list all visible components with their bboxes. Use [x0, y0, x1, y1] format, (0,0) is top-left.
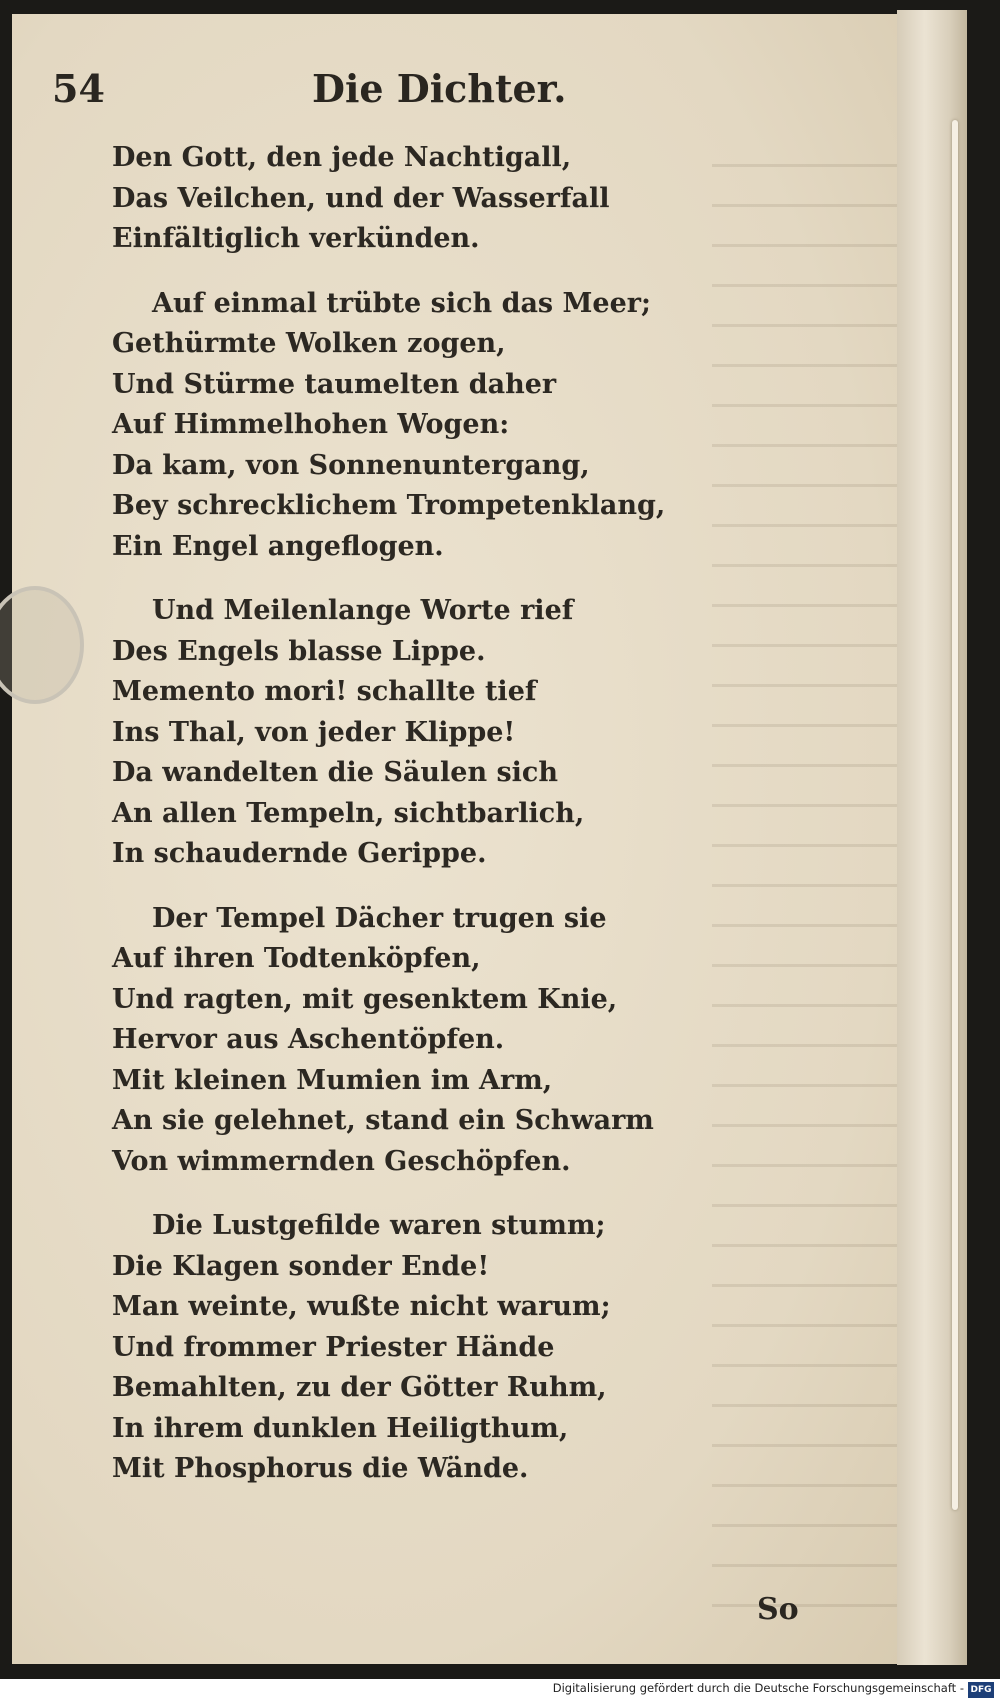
poem-line: Den Gott, den jede Nachtigall, [112, 142, 572, 173]
poem-line: Und Meilenlange Worte rief [152, 595, 574, 626]
poem-line: Des Engels blasse Lippe. [112, 635, 486, 667]
poem-line: An sie gelehnet, stand ein Schwarm [112, 1105, 654, 1136]
digitization-credit: Digitalisierung gefördert durch die Deutsche Forschungsgemeinschaft - [552, 1681, 964, 1695]
poem-line: Hervor aus Aschentöpfen. [112, 1024, 505, 1055]
poem-line: Man weinte, wußte nicht warum; [112, 1291, 611, 1322]
poem-line: Die Lustgefilde waren stumm; [152, 1210, 606, 1241]
poem [112, 138, 672, 1514]
poem-line: Und Stürme taumelten daher [112, 368, 557, 400]
catchword: So [757, 1592, 799, 1627]
poem-line: Memento mori! schallte tief [112, 676, 537, 707]
poem-line: Das Veilchen, und der Wasserfall [112, 182, 610, 214]
poem-line: Auf Himmelhohen Wogen: [112, 409, 510, 440]
poem-line: Ein Engel angeflogen. [112, 530, 444, 562]
poem-line: Und frommer Priester Hände [112, 1331, 555, 1363]
book-page [12, 14, 900, 1664]
stanza-4 [112, 899, 672, 1183]
page-header [52, 66, 592, 126]
stanza-3 [112, 591, 672, 875]
bleed-through-text [712, 134, 902, 1614]
footer-bar [0, 1679, 1000, 1701]
poem-line: Ins Thal, von jeder Klippe! [112, 716, 516, 748]
poem-line: Einfältiglich verkünden. [112, 223, 480, 254]
stanza-2 [112, 284, 672, 568]
poem-line: Da wandelten die Säulen sich [112, 757, 559, 788]
poem-line: In ihrem dunklen Heiligthum, [112, 1412, 569, 1444]
poem-line: In schaudernde Gerippe. [112, 838, 487, 869]
ring-artifact [0, 586, 84, 704]
poem-line: Auf ihren Todtenköpfen, [112, 943, 481, 974]
dfg-logo[interactable]: DFG [968, 1682, 994, 1698]
running-head: Die Dichter. [312, 66, 567, 111]
poem-line: Gethürmte Wolken zogen, [112, 328, 506, 359]
page-fold-highlight [952, 120, 958, 1510]
poem-line: Mit kleinen Mumien im Arm, [112, 1064, 553, 1096]
poem-line: Bey schrecklichem Trompetenklang, [112, 490, 666, 521]
stanza-5 [112, 1206, 672, 1490]
poem-line: Der Tempel Dächer trugen sie [152, 902, 607, 934]
poem-line: Auf einmal trübte sich das Meer; [152, 287, 651, 319]
page-number: 54 [52, 66, 105, 111]
poem-line: Mit Phosphorus die Wände. [112, 1453, 529, 1484]
poem-line: Bemahlten, zu der Götter Ruhm, [112, 1372, 607, 1403]
poem-line: Und ragten, mit gesenktem Knie, [112, 983, 618, 1015]
poem-line: Die Klagen sonder Ende! [112, 1250, 490, 1282]
poem-line: An allen Tempeln, sichtbarlich, [112, 797, 585, 829]
stanza-1 [112, 138, 672, 260]
poem-line: Da kam, von Sonnenuntergang, [112, 449, 590, 481]
poem-line: Von wimmernden Geschöpfen. [112, 1145, 571, 1177]
